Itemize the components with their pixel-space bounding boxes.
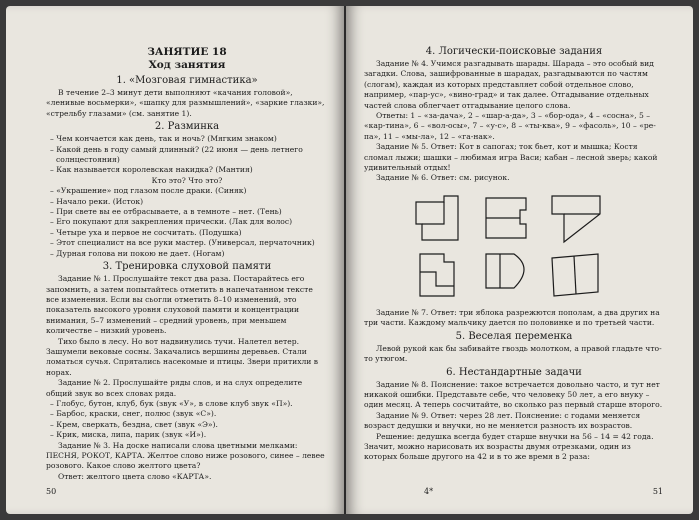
sound-line: – Крик, миска, липа, парик (звук «И»). <box>50 430 207 440</box>
warmup-line: – Какой день в году самый длинный? (22 июня — день летнего солнцестояния) <box>50 144 303 165</box>
section6-heading: 6. Нестандартные задачи <box>446 366 582 378</box>
figure-1-cut <box>422 202 444 224</box>
task6-figures <box>364 188 664 306</box>
task4-text: Задание № 4. Учимся разгадывать шарады. Шарада – это особый вид загадки. Слова, зашифрованные в шарадах, разгадываются по частям (слогам), каждая из которых представляет собой отдельное слово, например, «пар-ус», «вино-град» и так далее. Отгадывание отдельных частей слова облегчает отгадывание целого слова. <box>364 59 654 110</box>
section1-heading: 1. «Мозговая гимнастика» <box>116 75 258 86</box>
warmup-line: Кто это? Что это? <box>151 175 223 185</box>
warmup-line: – Его покупают для закрепления прически. (Лак для волос) <box>50 217 293 227</box>
right-page-content <box>364 44 664 463</box>
warmup-line: – При свете вы ее отбрасываете, а в темноте – нет. (Тень) <box>50 207 282 217</box>
sound-line: – Барбос, краски, снег, полюс (звук «С»). <box>50 409 217 419</box>
lesson-title: ЗАНЯТИЕ 18 <box>147 46 227 58</box>
lesson-subtitle: Ход занятия <box>148 59 226 71</box>
left-page <box>6 6 344 514</box>
task7-text: Задание № 7. Ответ: три яблока разрежются пополам, а два других на три части. Каждому мальчику дается по половинке и по третьей части. <box>364 307 660 328</box>
left-page-content <box>46 46 328 482</box>
section5-heading: 5. Веселая переменка <box>455 330 573 342</box>
memory-text: Тихо было в лесу. Но вот надвинулись тучи. Налетел ветер. Зашумели вековые сосны. Закачались вершины деревьев. Стали ломаться сучья. Спрятались насекомые и птицы. Звери притихли в норах. <box>46 336 319 377</box>
task3-text: Задание № 3. На доске написали слова цветными мелками: ПЕСНЯ, РОКОТ, КАРТА. Желтое слово ниже розового, синее – левее розового. Какое слово желтого цвета? <box>46 440 325 471</box>
task9-solution: Решение: дедушка всегда будет старше внучки на 56 – 14 = 42 года. Значит, можно нарисовать их возрасты двумя отрезками, один из которых больше другого на 42 и в то же время в 2 раза: <box>364 431 654 462</box>
task8-text: Задание № 8. Пояснение: такое встречается довольно часто, и тут нет никакой ошибки. Представьте себе, что человеку 50 лет, а его внуку – один месяц. А теперь сосчитайте, во сколько раз первый старше второго. <box>364 379 663 410</box>
warmup-line: – «Украшение» под глазом после драки. (Синяк) <box>50 186 247 196</box>
signature-mark: 4* <box>424 487 434 496</box>
warmup-line: – Чем кончается как день, так и ночь? (Мягким знаком) <box>50 134 277 144</box>
sound-line: – Крем, сверкать, бездна, свет (звук «Э»). <box>50 419 218 429</box>
figures-drawing <box>414 188 614 306</box>
figure-5 <box>486 254 524 288</box>
task3-answer: Ответ: желтого цвета слово «КАРТА». <box>58 471 212 481</box>
warmup-line: – Этот специалист на все руки мастер. (Универсал, перчаточник) <box>50 238 315 248</box>
task4-answers: Ответы: 1 – «за-дача», 2 – «шар-а-да», 3 – «бор-ода», 4 – «сосна», 5 – «кар-тина», 6 – «вол-осы», 7 – «у-с», 8 – «ты-ква», 9 – «фасоль», 10 – «ре-па», 11 – «мы-ла», 12 – «га-нак». <box>364 111 656 141</box>
warmup-line: – Четыре уха и первое не сосчитать. (Подушка) <box>50 227 242 237</box>
page-number-right: 51 <box>652 487 663 496</box>
section5-text: Левой рукой как бы забивайте гвоздь молотком, а правой гладьте что-то утюгом. <box>364 343 662 364</box>
right-page <box>346 6 693 514</box>
warmup-line: – Начало реки. (Исток) <box>50 196 144 206</box>
task1-text: Задание № 1. Прослушайте текст два раза. Постарайтесь его запомнить, а затем попытайтесь отметить в напечатанном тексте все изменения. Если вы сьогли отметить 8–10 изменений, это показатель высокого уровня слуховой памяти и концентрации внимания, 5–7 изменений – средний уровень, при меньшем количестве – низкий уровень. <box>46 274 313 336</box>
task2-text: Задание № 2. Прослушайте ряды слов, и на слух определите общий звук во всех словах ряда. <box>46 378 303 398</box>
figure-4 <box>420 254 454 296</box>
figure-3 <box>552 196 600 242</box>
warmup-line: – Дурная голова ни покою не дает. (Ногам) <box>50 248 225 258</box>
warmup-line: – Как называется королевская накидка? (Мантия) <box>50 165 253 175</box>
task9-text: Задание № 9. Ответ: через 28 лет. Пояснение: с годами меняется возраст дедушки и внучки, но не меняется разность их возрастов. <box>364 410 641 431</box>
section3-heading: 3. Тренировка слуховой памяти <box>102 261 272 273</box>
section2-heading: 2. Разминка <box>154 121 220 133</box>
task6-text: Задание № 6. Ответ: см. рисунок. <box>376 173 510 183</box>
figure-1 <box>416 196 458 240</box>
figure-4-cut <box>420 272 454 286</box>
sound-line: – Глобус, бутон, клуб, бук (звук «У», в слове клуб звук «П»). <box>50 398 293 408</box>
section1-text: В течение 2–3 минут дети выполняют «качания головой», «ленивые восьмерки», «шапку для размышлений», «заркие глазки», «стрельбу глазами» (см. занятие 1). <box>46 88 325 118</box>
section4-heading: 4. Логически-поисковые задания <box>425 46 603 57</box>
page-number-left: 50 <box>46 487 57 496</box>
task5-text: Задание № 5. Ответ: Кот в сапогах; ток бьет, кот и мышка; Костя сломал лыжи; шашки – любимая игра Васи; кабан – лесной зверь; какой удивительный отдых! <box>364 142 658 173</box>
figure-6-cut <box>574 256 576 294</box>
